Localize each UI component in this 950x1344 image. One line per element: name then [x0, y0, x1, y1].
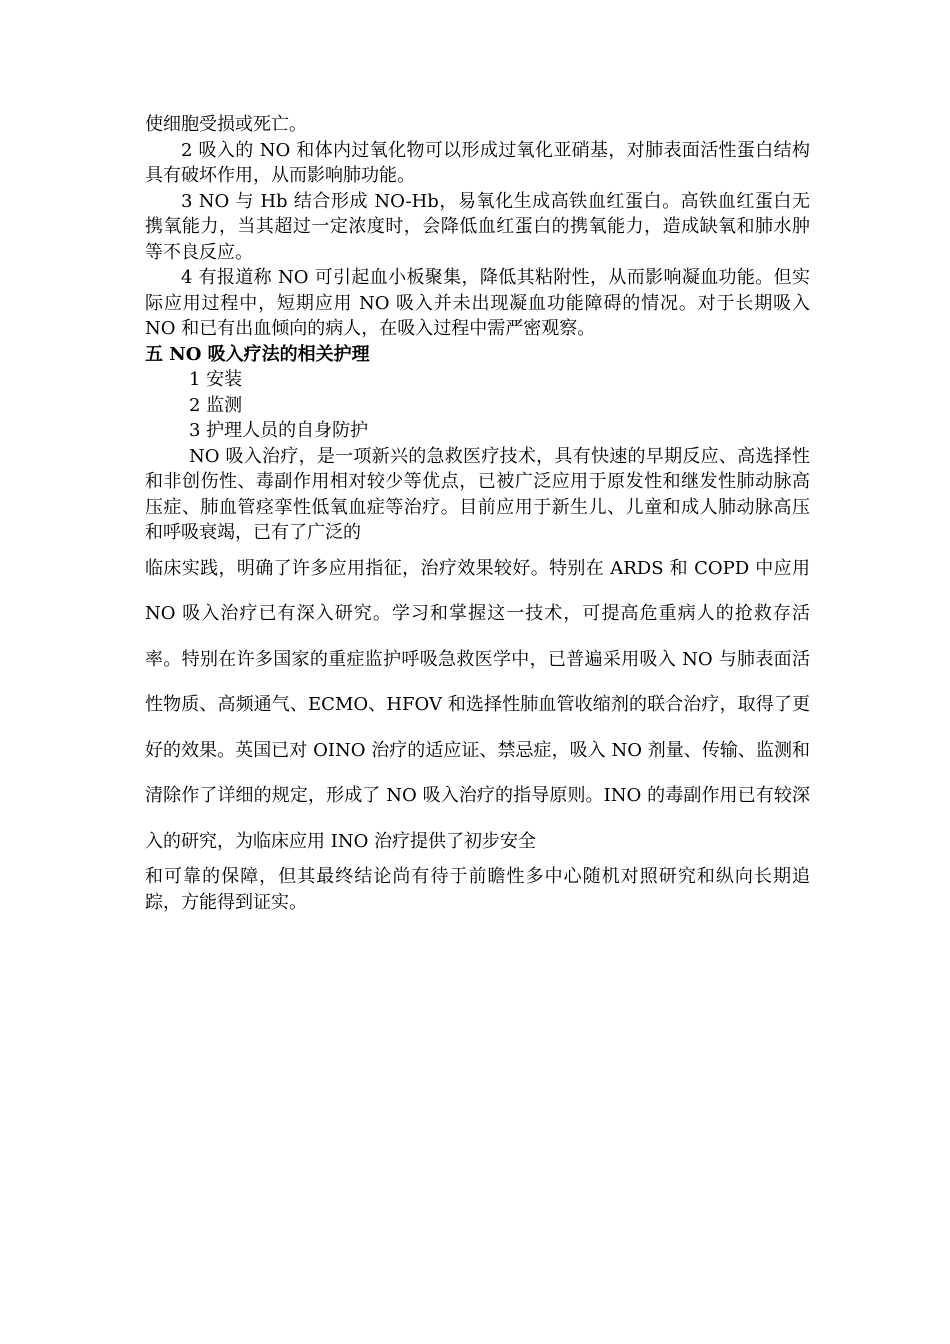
list-item-monitor: 2 监测 — [189, 394, 243, 416]
paragraph-continuation: 使细胞受损或死亡。 — [145, 114, 307, 135]
section-heading: 五 NO 吸入疗法的相关护理 — [145, 343, 370, 365]
list-item-install: 1 安装 — [189, 369, 243, 390]
summary-paragraph-middle: 临床实践，明确了许多应用指征，治疗效果较好。特别在 ARDS 和 COPD 中应用 NO 吸入治疗已有深入研究。学习和掌握这一技术，可提高危重病人的抢救存活率。特别在许多国家的重症监护呼吸急救医学中，已普遍采用吸入 NO 与肺表面活性物质、高频通气、ECMO、HFOV 和选择性肺血管收缩剂的联合治疗，取得了更好的效果。英国已对 OINO 治疗的适应证、禁忌症，吸入 NO 剂量、传输、监测和清除作了详细的规定，形成了 NO 吸入治疗的指导原则。INO 的毒副作用已有较深入的研究，为临床应用 INO 治疗提供了初步安全 — [145, 557, 810, 852]
paragraph-item-2: 2 吸入的 NO 和体内过氧化物可以形成过氧化亚硝基，对肺表面活性蛋白结构具有破坏作用，从而影响肺功能。 — [145, 139, 810, 186]
paragraph-item-3: 3 NO 与 Hb 结合形成 NO-Hb，易氧化生成高铁血红蛋白。高铁血红蛋白无携氧能力，当其超过一定浓度时，会降低血红蛋白的携氧能力，造成缺氧和肺水肿等不良反应。 — [145, 190, 810, 263]
paragraph-item-4: 4 有报道称 NO 可引起血小板聚集，降低其粘附性，从而影响凝血功能。但实际应用过程中，短期应用 NO 吸入并未出现凝血功能障碍的情况。对于长期吸入 NO 和已有出血倾向的病人，在吸入过程中需严密观察。 — [145, 267, 810, 339]
document-body — [145, 112, 810, 916]
summary-paragraph-start: NO 吸入治疗，是一项新兴的急救医疗技术，具有快速的早期反应、高选择性和非创伤性、毒副作用相对较少等优点，已被广泛应用于原发性和继发性肺动脉高压症、肺血管痉挛性低氧血症等治疗。目前应用于新生儿、儿童和成人肺动脉高压和呼吸衰竭，已有了广泛的 — [145, 445, 810, 543]
list-item-protection: 3 护理人员的自身防护 — [189, 420, 369, 441]
summary-paragraph-end: 和可靠的保障，但其最终结论尚有待于前瞻性多中心随机对照研究和纵向长期追踪，方能得到证实。 — [145, 866, 810, 913]
